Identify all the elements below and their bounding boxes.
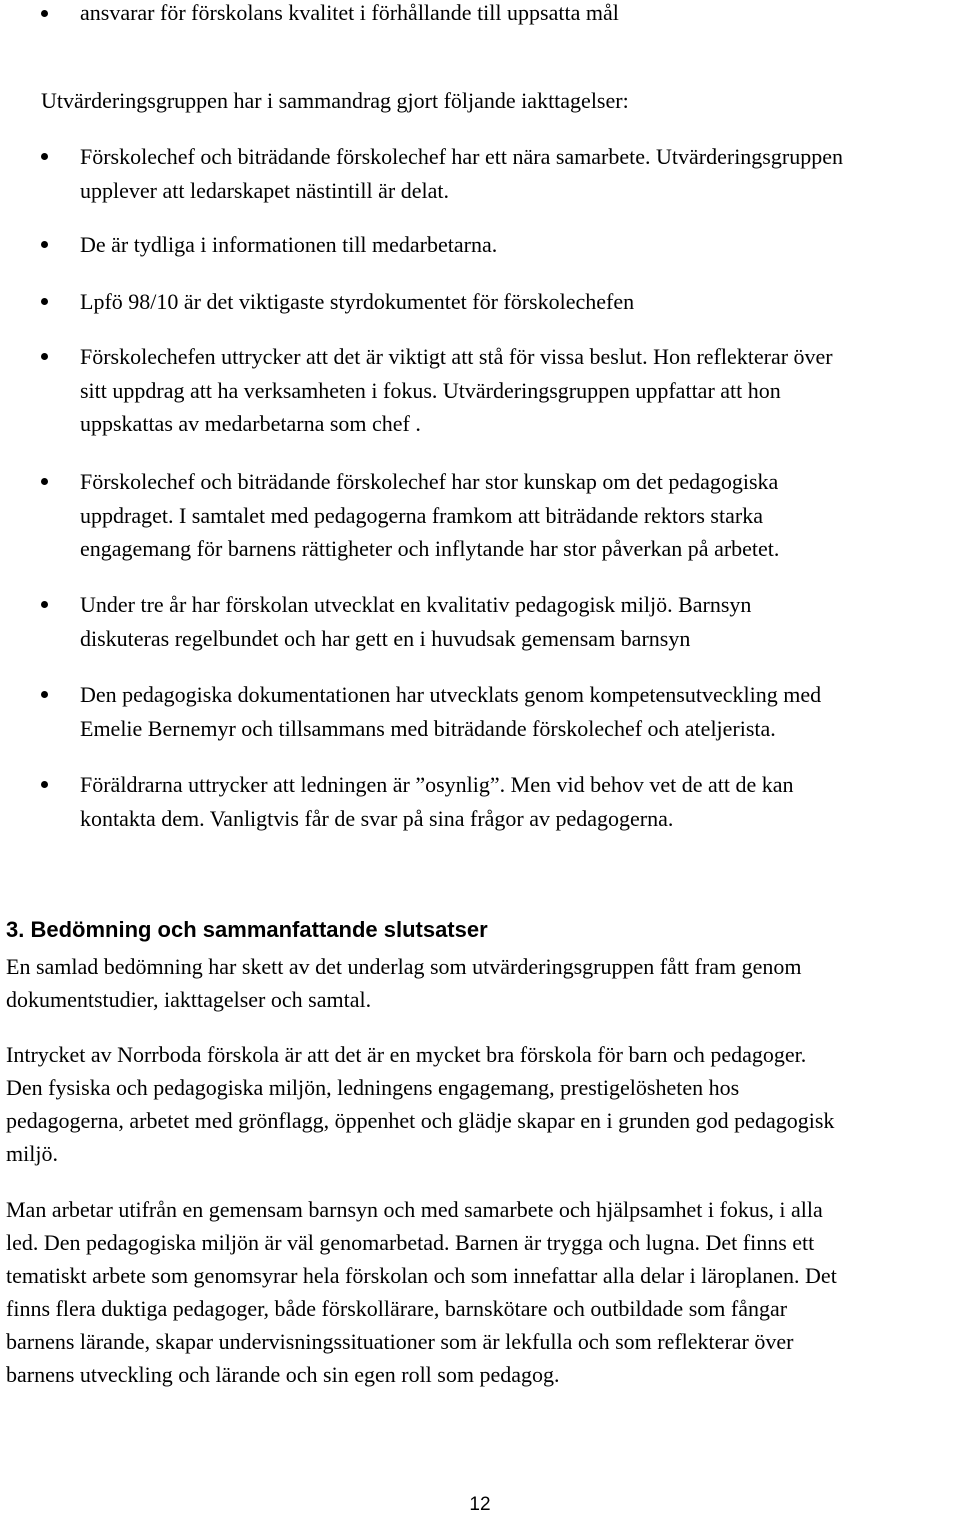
bullet-icon bbox=[41, 478, 48, 485]
bullet-icon bbox=[41, 153, 48, 160]
section-heading: 3. Bedömning och sammanfattande slutsatser bbox=[6, 917, 488, 942]
bullet-icon bbox=[41, 691, 48, 698]
bullet-icon bbox=[41, 353, 48, 360]
paragraph: Intrycket av Norrboda förskola är att det är en mycket bra förskola för barn och pedagoger. Den fysiska och pedagogiska miljön, ledningens engagemang, prestigelösheten hos pedagogerna, arbetet med grönflagg, öppenhet och glädje skapar en i grunden god pedagogisk miljö. bbox=[6, 1042, 835, 1166]
bullet-icon bbox=[41, 10, 48, 17]
bullet-icon bbox=[41, 601, 48, 608]
bullet-icon bbox=[41, 241, 48, 248]
list-item-text: Den pedagogiska dokumentationen har utvecklats genom kompetensutveckling med Emelie Bernemyr och tillsammans med biträdande förskolechef och ateljerista. bbox=[80, 682, 822, 741]
list-item-text: Lpfö 98/10 är det viktigaste styrdokumentet för förskolechefen bbox=[80, 289, 635, 314]
bullet-icon bbox=[41, 781, 48, 788]
list-item-text: Föräldrarna uttrycker att ledningen är ”osynlig”. Men vid behov vet de att de kan kontakta dem. Vanligtvis får de svar på sina frågor av pedagogerna. bbox=[80, 772, 794, 831]
list-item-text: ansvarar för förskolans kvalitet i förhållande till uppsatta mål bbox=[80, 0, 619, 25]
list-item-text: De är tydliga i informationen till medarbetarna. bbox=[80, 232, 498, 257]
list-item-text: Förskolechef och biträdande förskolechef har stor kunskap om det pedagogiska uppdraget. I samtalet med pedagogerna framkom att biträdande rektors starka engagemang för barnens rättigheter och inflytande har stor påverkan på arbetet. bbox=[80, 469, 780, 561]
paragraph: En samlad bedömning har skett av det underlag som utvärderingsgruppen fått fram genom dokumentstudier, iakttagelser och samtal. bbox=[6, 954, 802, 1012]
list-item-text: Förskolechefen uttrycker att det är viktigt att stå för vissa beslut. Hon reflekterar över sitt uppdrag att ha verksamheten i fokus. Utvärderingsgruppen uppfattar att hon uppskattas av medarbetarna som chef . bbox=[80, 344, 833, 436]
page-number: 12 bbox=[469, 1494, 491, 1515]
list-item-text: Under tre år har förskolan utvecklat en kvalitativ pedagogisk miljö. Barnsyn diskuteras regelbundet och har gett en i huvudsak gemensam barnsyn bbox=[80, 592, 752, 651]
list-item-text: Förskolechef och biträdande förskolechef har ett nära samarbete. Utvärderingsgruppen upplever att ledarskapet nästintill är delat. bbox=[80, 144, 843, 203]
intro-text: Utvärderingsgruppen har i sammandrag gjort följande iakttagelser: bbox=[41, 88, 629, 113]
paragraph: Man arbetar utifrån en gemensam barnsyn och med samarbete och hjälpsamhet i fokus, i alla led. Den pedagogiska miljön är väl genomarbetad. Barnen är trygga och lugna. Det finns ett tematiskt arbete som genomsyrar hela förskolan och som innefattar alla delar i läroplanen. Det finns flera duktiga pedagoger, både förskollärare, barnskötare och outbildade som fångar barnens lärande, skapar undervisningssituationer som är lekfulla och som reflekterar över barnens utveckling och lärande och sin egen roll som pedagog. bbox=[6, 1197, 837, 1387]
bullet-icon bbox=[41, 298, 48, 305]
